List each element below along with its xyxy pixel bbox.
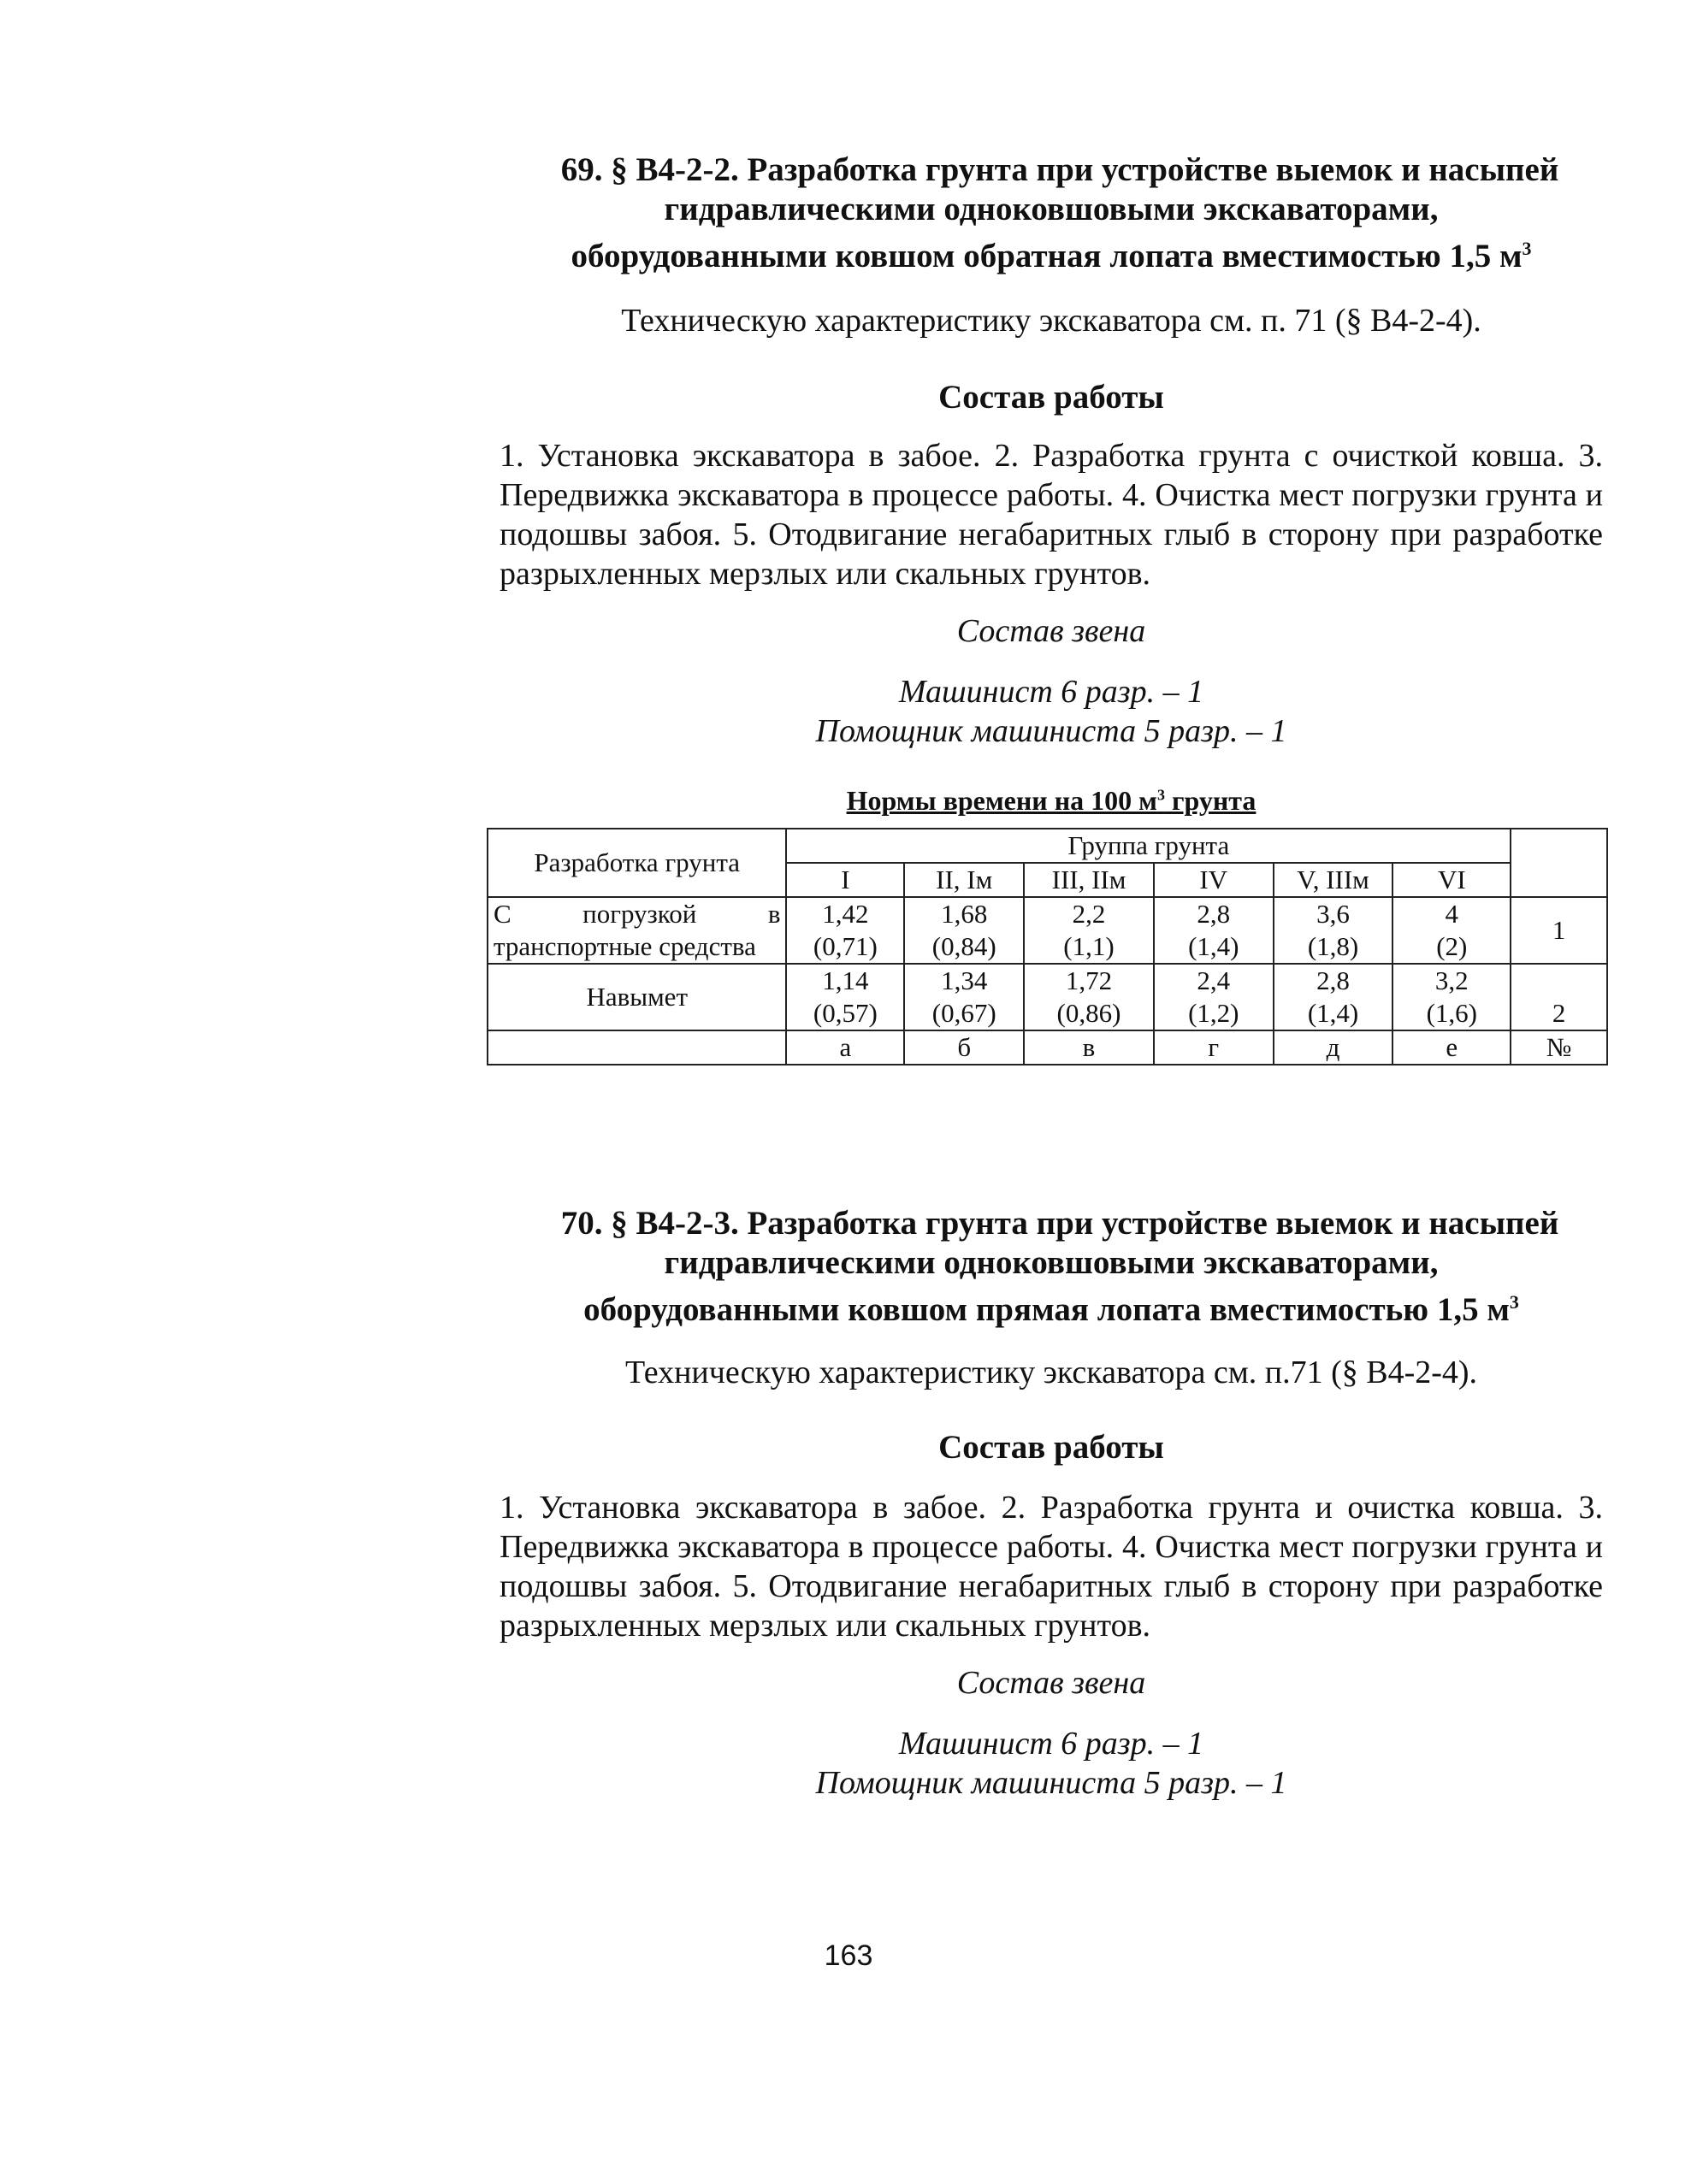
section-69-title-sup: 3 xyxy=(1522,238,1532,259)
table-row xyxy=(488,897,1607,964)
table-cell-value: 2,4 xyxy=(1197,965,1231,995)
section-70-title-line3: оборудованными ковшом прямая лопата вместимостью 1,5 м xyxy=(583,1291,1510,1328)
table-caption-end: грунта xyxy=(1164,785,1256,816)
table-col-letter: д xyxy=(1274,1030,1393,1065)
section-69-crew xyxy=(500,672,1603,751)
page-number: 163 xyxy=(824,1939,873,1972)
table-cell-paren: (2) xyxy=(1436,931,1468,961)
section-70-work-heading: Состав работы xyxy=(938,1429,1164,1466)
table-cell xyxy=(1392,964,1511,1030)
table-cell-paren: (1,4) xyxy=(1307,998,1359,1028)
table-cell-value: 1,14 xyxy=(822,965,869,995)
section-69-crew-line-1: Машинист 6 разр. – 1 xyxy=(898,674,1204,710)
section-70-work-text: 1. Установка экскаватора в забое. 2. Разработка грунта и очистка ковша. 3. Передвижка экскаватора в процессе работы. 4. Очистка мест погрузки грунта и подошвы забоя. 5. Отодвигание негабаритных глыб в сторону при разработке разрыхленных мерзлых или скальных грунтов. xyxy=(500,1490,1603,1644)
norms-table xyxy=(487,828,1608,1065)
section-70-crew-line-1: Машинист 6 разр. – 1 xyxy=(898,1726,1204,1762)
table-cell xyxy=(1392,897,1511,964)
table-caption-sup: 3 xyxy=(1156,786,1165,804)
table-group-label: Группа грунта xyxy=(786,829,1511,863)
table-row-label: С погрузкой в транспортные средства xyxy=(488,897,786,964)
table-cell-paren: (0,57) xyxy=(813,998,878,1028)
table-cell xyxy=(1024,964,1154,1030)
table-cell xyxy=(904,897,1024,964)
table-rowhead-label: Разработка грунта xyxy=(488,829,786,897)
table-cell-value: 2,2 xyxy=(1072,899,1106,929)
table-cell-value: 1,72 xyxy=(1065,965,1113,995)
table-cell-paren: (1,6) xyxy=(1426,998,1477,1028)
table-cell xyxy=(786,964,904,1030)
table-header-row xyxy=(488,829,1607,863)
table-col-header: V, IIIм xyxy=(1274,863,1393,897)
table-letters-row xyxy=(488,1030,1607,1065)
table-cell xyxy=(1024,897,1154,964)
section-70-crew-line-2: Помощник машиниста 5 разр. – 1 xyxy=(815,1765,1287,1801)
section-69-work-text: 1. Установка экскаватора в забое. 2. Разработка грунта с очисткой ковша. 3. Передвижка экскаватора в процессе работы. 4. Очистка мест погрузки грунта и подошвы забоя. 5. Отодвигание негабаритных глыб в сторону при разработке разрыхленных мерзлых или скальных грунтов. xyxy=(500,438,1603,592)
table-col-letter: г xyxy=(1154,1030,1274,1065)
table-col-header: III, IIм xyxy=(1024,863,1154,897)
section-69-tech-ref: Техническую характеристику экскаватора см. п. 71 (§ В4-2-4). xyxy=(621,303,1481,339)
table-col-header: IV xyxy=(1154,863,1274,897)
section-69-title-line3: оборудованными ковшом обратная лопата вместимостью 1,5 м xyxy=(571,238,1523,274)
table-col-letter: е xyxy=(1392,1030,1511,1065)
section-70-title-line2: гидравлическими одноковшовыми экскаваторами, xyxy=(664,1244,1439,1281)
table-cell-paren: (1,1) xyxy=(1063,931,1115,961)
table-col-header: VI xyxy=(1392,863,1511,897)
section-70-title xyxy=(500,1204,1603,1330)
section-69-title xyxy=(500,151,1603,276)
section-69-work-heading: Состав работы xyxy=(938,379,1164,416)
table-col-header: II, Iм xyxy=(904,863,1024,897)
table-cell-paren: (1,4) xyxy=(1188,931,1239,961)
table-cell-paren: (0,84) xyxy=(931,931,996,961)
section-70-tech-ref: Техническую характеристику экскаватора см. п.71 (§ В4-2-4). xyxy=(624,1355,1478,1390)
table-cell-value: 1,42 xyxy=(822,899,869,929)
section-70-crew xyxy=(500,1724,1603,1803)
table-num-label: № xyxy=(1511,1030,1607,1065)
table-row xyxy=(488,964,1607,1030)
table-cell-paren: (1,2) xyxy=(1188,998,1239,1028)
section-70-title-line1: 70. § В4-2-3. Разработка грунта при устройстве выемок и насыпей xyxy=(560,1205,1559,1242)
table-cell-value: 3,6 xyxy=(1316,899,1350,929)
table-caption xyxy=(500,785,1603,817)
section-70-title-sup: 3 xyxy=(1509,1291,1519,1313)
table-row-number: 1 xyxy=(1511,897,1607,964)
section-69-crew-heading: Состав звена xyxy=(956,613,1146,649)
table-cell xyxy=(1274,964,1393,1030)
table-caption-text: Нормы времени на 100 м xyxy=(846,785,1157,816)
table-col-letter: в xyxy=(1024,1030,1154,1065)
section-70-crew-heading: Состав звена xyxy=(956,1665,1146,1701)
section-69-crew-line-2: Помощник машиниста 5 разр. – 1 xyxy=(815,713,1287,749)
table-col-header: I xyxy=(786,863,904,897)
section-69-title-line2: гидравлическими одноковшовыми экскаваторами, xyxy=(664,191,1439,227)
table-cell xyxy=(786,897,904,964)
table-cell-value: 1,34 xyxy=(941,965,988,995)
table-col-letter: а xyxy=(786,1030,904,1065)
table-cell-paren: (0,86) xyxy=(1056,998,1121,1028)
table-cell xyxy=(1274,897,1393,964)
section-69-title-line1: 69. § В4-2-2. Разработка грунта при устройстве выемок и насыпей xyxy=(560,151,1559,188)
table-row-label: Навымет xyxy=(488,964,786,1030)
table-cell xyxy=(1154,897,1274,964)
table-cell-paren: (0,67) xyxy=(931,998,996,1028)
table-cell-value: 1,68 xyxy=(941,899,988,929)
table-row-number: 2 xyxy=(1511,964,1607,1030)
table-cell-paren: (1,8) xyxy=(1307,931,1359,961)
table-cell-value: 2,8 xyxy=(1197,899,1231,929)
table-cell xyxy=(1154,964,1274,1030)
table-cell-paren: (0,71) xyxy=(813,931,878,961)
table-cell-value: 4 xyxy=(1445,899,1459,929)
table-empty-header xyxy=(1511,829,1607,897)
table-col-letter: б xyxy=(904,1030,1024,1065)
table-cell xyxy=(904,964,1024,1030)
table-cell-value: 3,2 xyxy=(1434,965,1469,995)
table-empty-letter-cell xyxy=(488,1030,786,1065)
table-cell-value: 2,8 xyxy=(1316,965,1350,995)
